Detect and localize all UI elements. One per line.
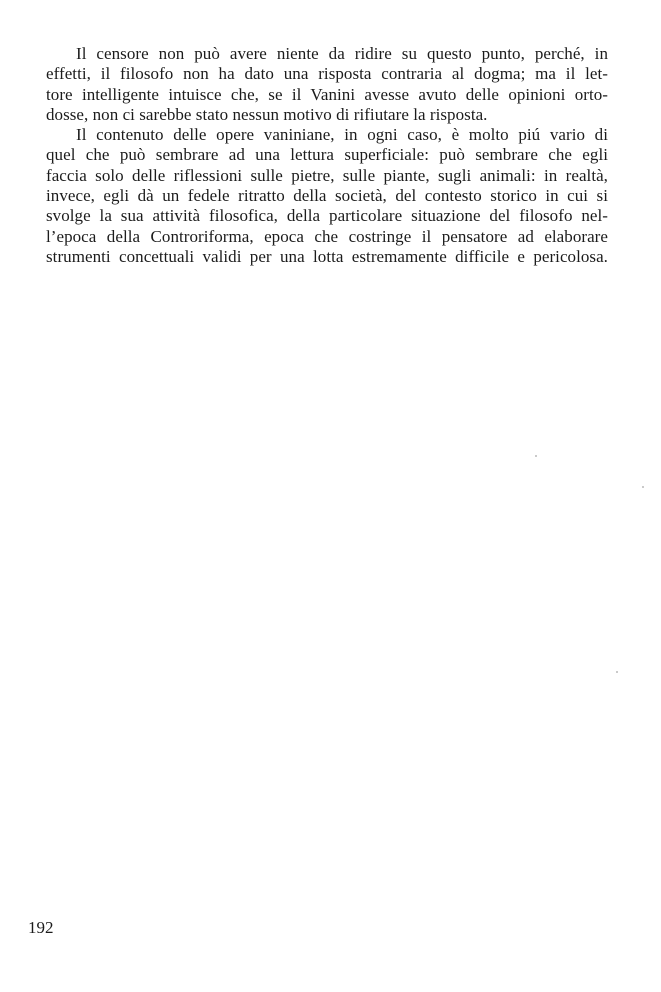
text-line: quel che può sembrare ad una lettura superficiale: può sembrare che egli [46,145,608,165]
text-line: strumenti concettuali validi per una lotta estremamente difficile e pericolosa. [46,246,608,266]
text-line: dosse, non ci sarebbe stato nessun motivo di rifiutare la risposta. [46,104,488,124]
text-line: effetti, il filosofo non ha dato una risposta contraria al dogma; ma il let- [46,64,608,84]
text-line: Il censore non può avere niente da ridire su questo punto, perché, in [76,44,608,63]
paper-speck [616,671,618,673]
paper-speck [535,455,537,457]
text-line: Il contenuto delle opere vaniniane, in ogni caso, è molto piú vario di [76,125,608,145]
text-line: invece, egli dà un fedele ritratto della società, del contesto storico in cui si [46,186,608,206]
text-line: l’epoca della Controriforma, epoca che costringe il pensatore ad elaborare [46,226,608,246]
text-line: svolge la sua attività filosofica, della particolare situazione del filosofo nel- [46,206,608,226]
page-number: 192 [28,918,54,937]
text-line: tore intelligente intuisce che, se il Vanini avesse avuto delle opinioni orto- [46,84,608,104]
paper-speck [642,486,644,488]
body-text [46,44,608,267]
text-line: faccia solo delle riflessioni sulle pietre, sulle piante, sugli animali: in realtà, [46,165,608,185]
